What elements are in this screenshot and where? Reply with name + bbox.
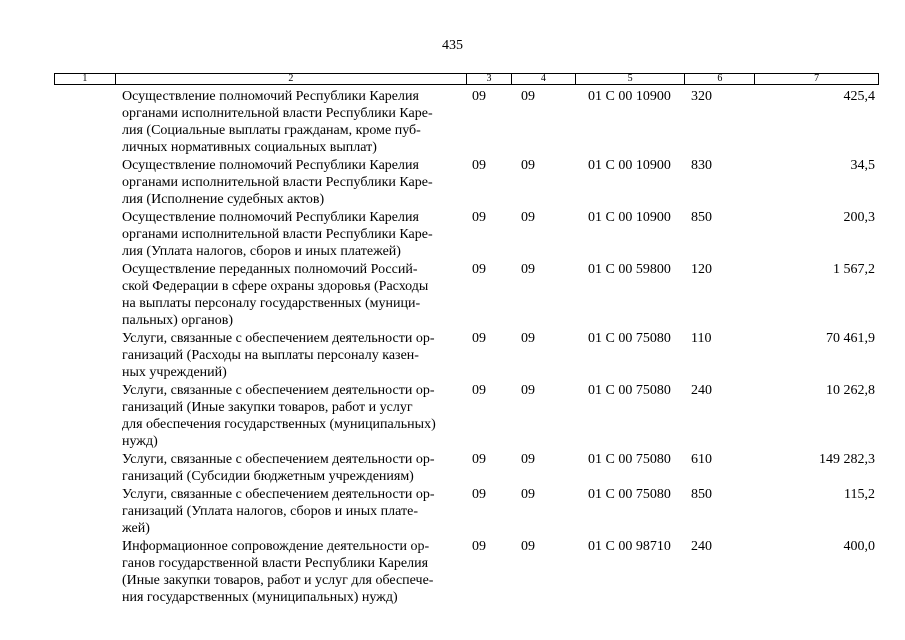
page-number: 435 bbox=[442, 38, 463, 53]
row-section: 09 bbox=[472, 383, 486, 398]
row-target-code: 01 С 00 10900 bbox=[588, 158, 671, 173]
row-subsection: 09 bbox=[521, 89, 535, 104]
row-target-code: 01 С 00 75080 bbox=[588, 331, 671, 346]
row-section: 09 bbox=[472, 452, 486, 467]
table-row bbox=[54, 261, 879, 329]
row-section: 09 bbox=[472, 210, 486, 225]
table-row bbox=[54, 88, 879, 156]
row-name: Услуги, связанные с обеспечением деятельности ор- ганизаций (Субсидии бюджетным учреждениям) bbox=[122, 452, 435, 484]
row-subsection: 09 bbox=[521, 158, 535, 173]
row-subsection: 09 bbox=[521, 383, 535, 398]
row-section: 09 bbox=[472, 262, 486, 277]
row-subsection: 09 bbox=[521, 539, 535, 554]
row-subsection: 09 bbox=[521, 452, 535, 467]
row-subsection: 09 bbox=[521, 262, 535, 277]
row-section: 09 bbox=[472, 487, 486, 502]
row-amount: 425,4 bbox=[843, 89, 875, 104]
row-amount: 400,0 bbox=[843, 539, 875, 554]
row-expense-type: 850 bbox=[691, 487, 712, 502]
row-section: 09 bbox=[472, 158, 486, 173]
column-header-7: 7 bbox=[814, 73, 820, 84]
row-target-code: 01 С 00 75080 bbox=[588, 452, 671, 467]
table-row bbox=[54, 538, 879, 606]
row-name: Осуществление полномочий Республики Карелия органами исполнительной власти Республики Каре- лия (Социальные выплаты гражданам, кроме пуб- личных нормативных социальных выплат) bbox=[122, 89, 433, 155]
row-expense-type: 110 bbox=[691, 331, 712, 346]
row-target-code: 01 С 00 10900 bbox=[588, 89, 671, 104]
row-section: 09 bbox=[472, 89, 486, 104]
row-cell-empty bbox=[54, 209, 115, 260]
row-amount: 10 262,8 bbox=[826, 383, 875, 398]
row-expense-type: 610 bbox=[691, 452, 712, 467]
table-body bbox=[54, 88, 879, 607]
row-target-code: 01 С 00 75080 bbox=[588, 487, 671, 502]
row-expense-type: 850 bbox=[691, 210, 712, 225]
row-amount: 115,2 bbox=[844, 487, 875, 502]
row-cell-empty bbox=[54, 538, 115, 606]
row-amount: 200,3 bbox=[843, 210, 875, 225]
row-name: Информационное сопровождение деятельности ор- ганов государственной власти Республики Карелия (Иные закупки товаров, работ и услуг для обеспече- ния государственных (муниципальных) нужд) bbox=[122, 539, 434, 605]
table-row bbox=[54, 486, 879, 537]
row-target-code: 01 С 00 10900 bbox=[588, 210, 671, 225]
row-cell-empty bbox=[54, 486, 115, 537]
row-amount: 149 282,3 bbox=[819, 452, 875, 467]
row-name: Услуги, связанные с обеспечением деятельности ор- ганизаций (Иные закупки товаров, работ и услуг для обеспечения государственных (муниципальных) нужд) bbox=[122, 383, 436, 449]
row-name: Осуществление переданных полномочий Россий- ской Федерации в сфере охраны здоровья (Расходы на выплаты персоналу государственных (муници- пальных) органов) bbox=[122, 262, 429, 328]
column-header-1: 1 bbox=[55, 74, 116, 84]
row-cell-empty bbox=[54, 88, 115, 156]
row-amount: 70 461,9 bbox=[826, 331, 875, 346]
column-header-3: 3 bbox=[467, 74, 512, 84]
row-expense-type: 120 bbox=[691, 262, 712, 277]
row-name: Услуги, связанные с обеспечением деятельности ор- ганизаций (Расходы на выплаты персоналу казен- ных учреждений) bbox=[122, 331, 435, 380]
row-amount: 1 567,2 bbox=[833, 262, 875, 277]
row-amount: 34,5 bbox=[850, 158, 875, 173]
row-expense-type: 320 bbox=[691, 89, 712, 104]
table-row bbox=[54, 209, 879, 260]
table-header bbox=[54, 73, 879, 85]
table-row bbox=[54, 330, 879, 381]
row-cell-empty bbox=[54, 382, 115, 450]
column-header-2: 2 bbox=[116, 74, 467, 84]
row-name: Осуществление полномочий Республики Карелия органами исполнительной власти Республики Каре- лия (Исполнение судебных актов) bbox=[122, 158, 433, 207]
row-subsection: 09 bbox=[521, 210, 535, 225]
row-target-code: 01 С 00 75080 bbox=[588, 383, 671, 398]
row-name: Осуществление полномочий Республики Карелия органами исполнительной власти Республики Каре- лия (Уплата налогов, сборов и иных платежей) bbox=[122, 210, 433, 259]
row-subsection: 09 bbox=[521, 487, 535, 502]
row-expense-type: 240 bbox=[691, 383, 712, 398]
column-header-5: 5 bbox=[576, 74, 686, 84]
row-expense-type: 830 bbox=[691, 158, 712, 173]
row-cell-empty bbox=[54, 330, 115, 381]
row-cell-empty bbox=[54, 157, 115, 208]
row-subsection: 09 bbox=[521, 331, 535, 346]
table-row bbox=[54, 157, 879, 208]
column-header-6: 6 bbox=[685, 74, 755, 84]
row-target-code: 01 С 00 59800 bbox=[588, 262, 671, 277]
row-section: 09 bbox=[472, 539, 486, 554]
row-name: Услуги, связанные с обеспечением деятельности ор- ганизаций (Уплата налогов, сборов и иных плате- жей) bbox=[122, 487, 435, 536]
table-row bbox=[54, 451, 879, 485]
row-cell-empty bbox=[54, 261, 115, 329]
row-expense-type: 240 bbox=[691, 539, 712, 554]
row-section: 09 bbox=[472, 331, 486, 346]
row-cell-empty bbox=[54, 451, 115, 485]
row-target-code: 01 С 00 98710 bbox=[588, 539, 671, 554]
column-header-4: 4 bbox=[512, 74, 576, 84]
table-row bbox=[54, 382, 879, 450]
